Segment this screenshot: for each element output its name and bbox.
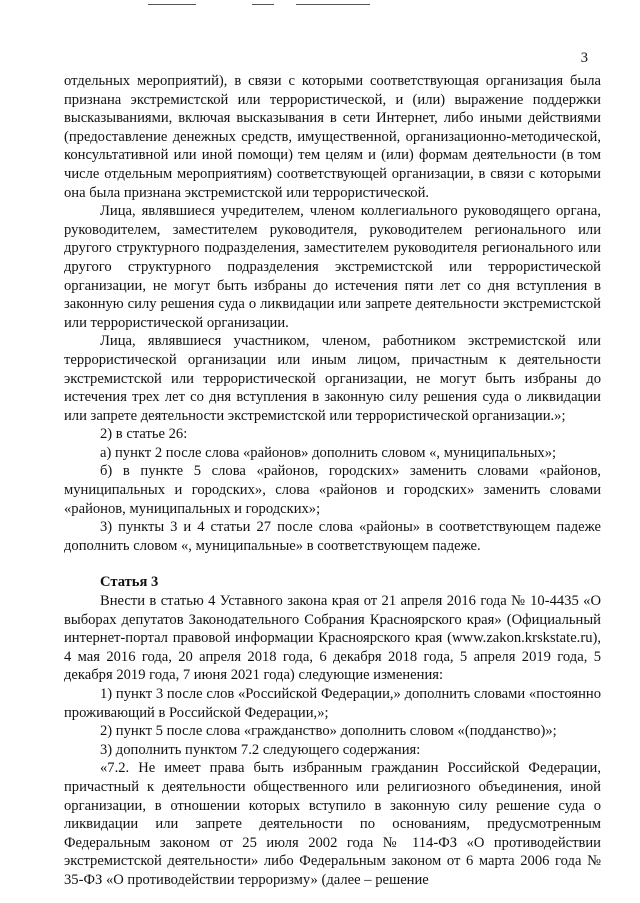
article-item-1: 1) пункт 3 после слов «Российской Федерации,» дополнить словами «постоянно проживающий в Российской Федерации,»; xyxy=(64,686,601,721)
list-item-article-26: 2) в статье 26: xyxy=(100,426,188,443)
header-rule-left xyxy=(148,4,196,5)
document-body xyxy=(64,72,601,890)
article-item-3: 3) дополнить пунктом 7.2 следующего содержания: xyxy=(100,741,421,758)
article-heading: Статья 3 xyxy=(100,574,159,591)
paragraph-continuation: отдельных мероприятий), в связи с которыми соответствующая организация была признана экстремистской или террористической, и (или) выражение поддержки высказываниями, включая высказывания в сети Интернет, либо иными действиями (предоставление денежных средств, имущественной, организационно-методической, консультативной или иной помощи) тем целям и (или) формам деятельности (в том числе отдельным мероприятиям) соответствующей организации, в связи с которыми она была признана экстремистской или террористической. xyxy=(64,73,601,201)
paragraph-participants: Лица, являвшиеся участником, членом, работником экстремистской или террористической организации или иным лицом, причастным к деятельности экстремистской или террористической организации, не могут быть избраны до истечения трех лет со дня вступления в законную силу решения суда о ликвидации или запрете деятельности экстремистской или террористической организации.»; xyxy=(64,333,601,424)
article-item-2: 2) пункт 5 после слова «гражданство» дополнить словом «(подданство)»; xyxy=(100,723,557,740)
header-rule-middle xyxy=(252,4,274,5)
list-item-26a: а) пункт 2 после слова «районов» дополнить словом «, муниципальных»; xyxy=(100,444,557,461)
article-item-7-2: «7.2. Не имеет права быть избранным гражданин Российской Федерации, причастный к деятельности общественного или религиозного объединения, иной организации, в отношении которых вступило в законную силу решение суда о ликвидации или запрете деятельности по основаниям, предусмотренным Федеральным законом от 25 июля 2002 года № 114-ФЗ «О противодействии экстремистской деятельности» либо Федеральным законом от 6 марта 2006 года № 35-ФЗ «О противодействии терроризму» (далее – решение xyxy=(64,760,601,888)
page-number: 3 xyxy=(580,50,588,66)
list-item-article-27: 3) пункты 3 и 4 статьи 27 после слова «районы» в соответствующем падеже дополнить словом «, муниципальные» в соответствующем падеже. xyxy=(64,519,601,554)
header-rule-right xyxy=(296,4,370,5)
section-spacer xyxy=(64,555,601,573)
paragraph-founders: Лица, являвшиеся учредителем, членом коллегиального руководящего органа, руководителем, заместителем руководителя, руководителем регионального или другого структурного подразделения, заместителем руководителя регионального или другого структурного подразделения экстремистской или террористической организации, не могут быть избраны до истечения пяти лет со дня вступления в законную силу решения суда о ликвидации или запрете деятельности экстремистской или террористической организации. xyxy=(64,203,601,331)
article-intro: Внести в статью 4 Уставного закона края от 21 апреля 2016 года № 10-4435 «О выборах депутатов Законодательного Собрания Красноярского края» (Официальный интернет-портал правовой информации Красноярского края (www.zakon.krskstate.ru), 4 мая 2016 года, 20 апреля 2018 года, 6 декабря 2018 года, 5 апреля 2019 года, 5 декабря 2019 года, 7 июня 2021 года) следующие изменения: xyxy=(64,593,601,684)
list-item-26b: б) в пункте 5 слова «районов, городских» заменить словами «районов, муниципальных и городских», слова «районов и городских» заменить словами «районов, муниципальных и городских»; xyxy=(64,463,601,517)
